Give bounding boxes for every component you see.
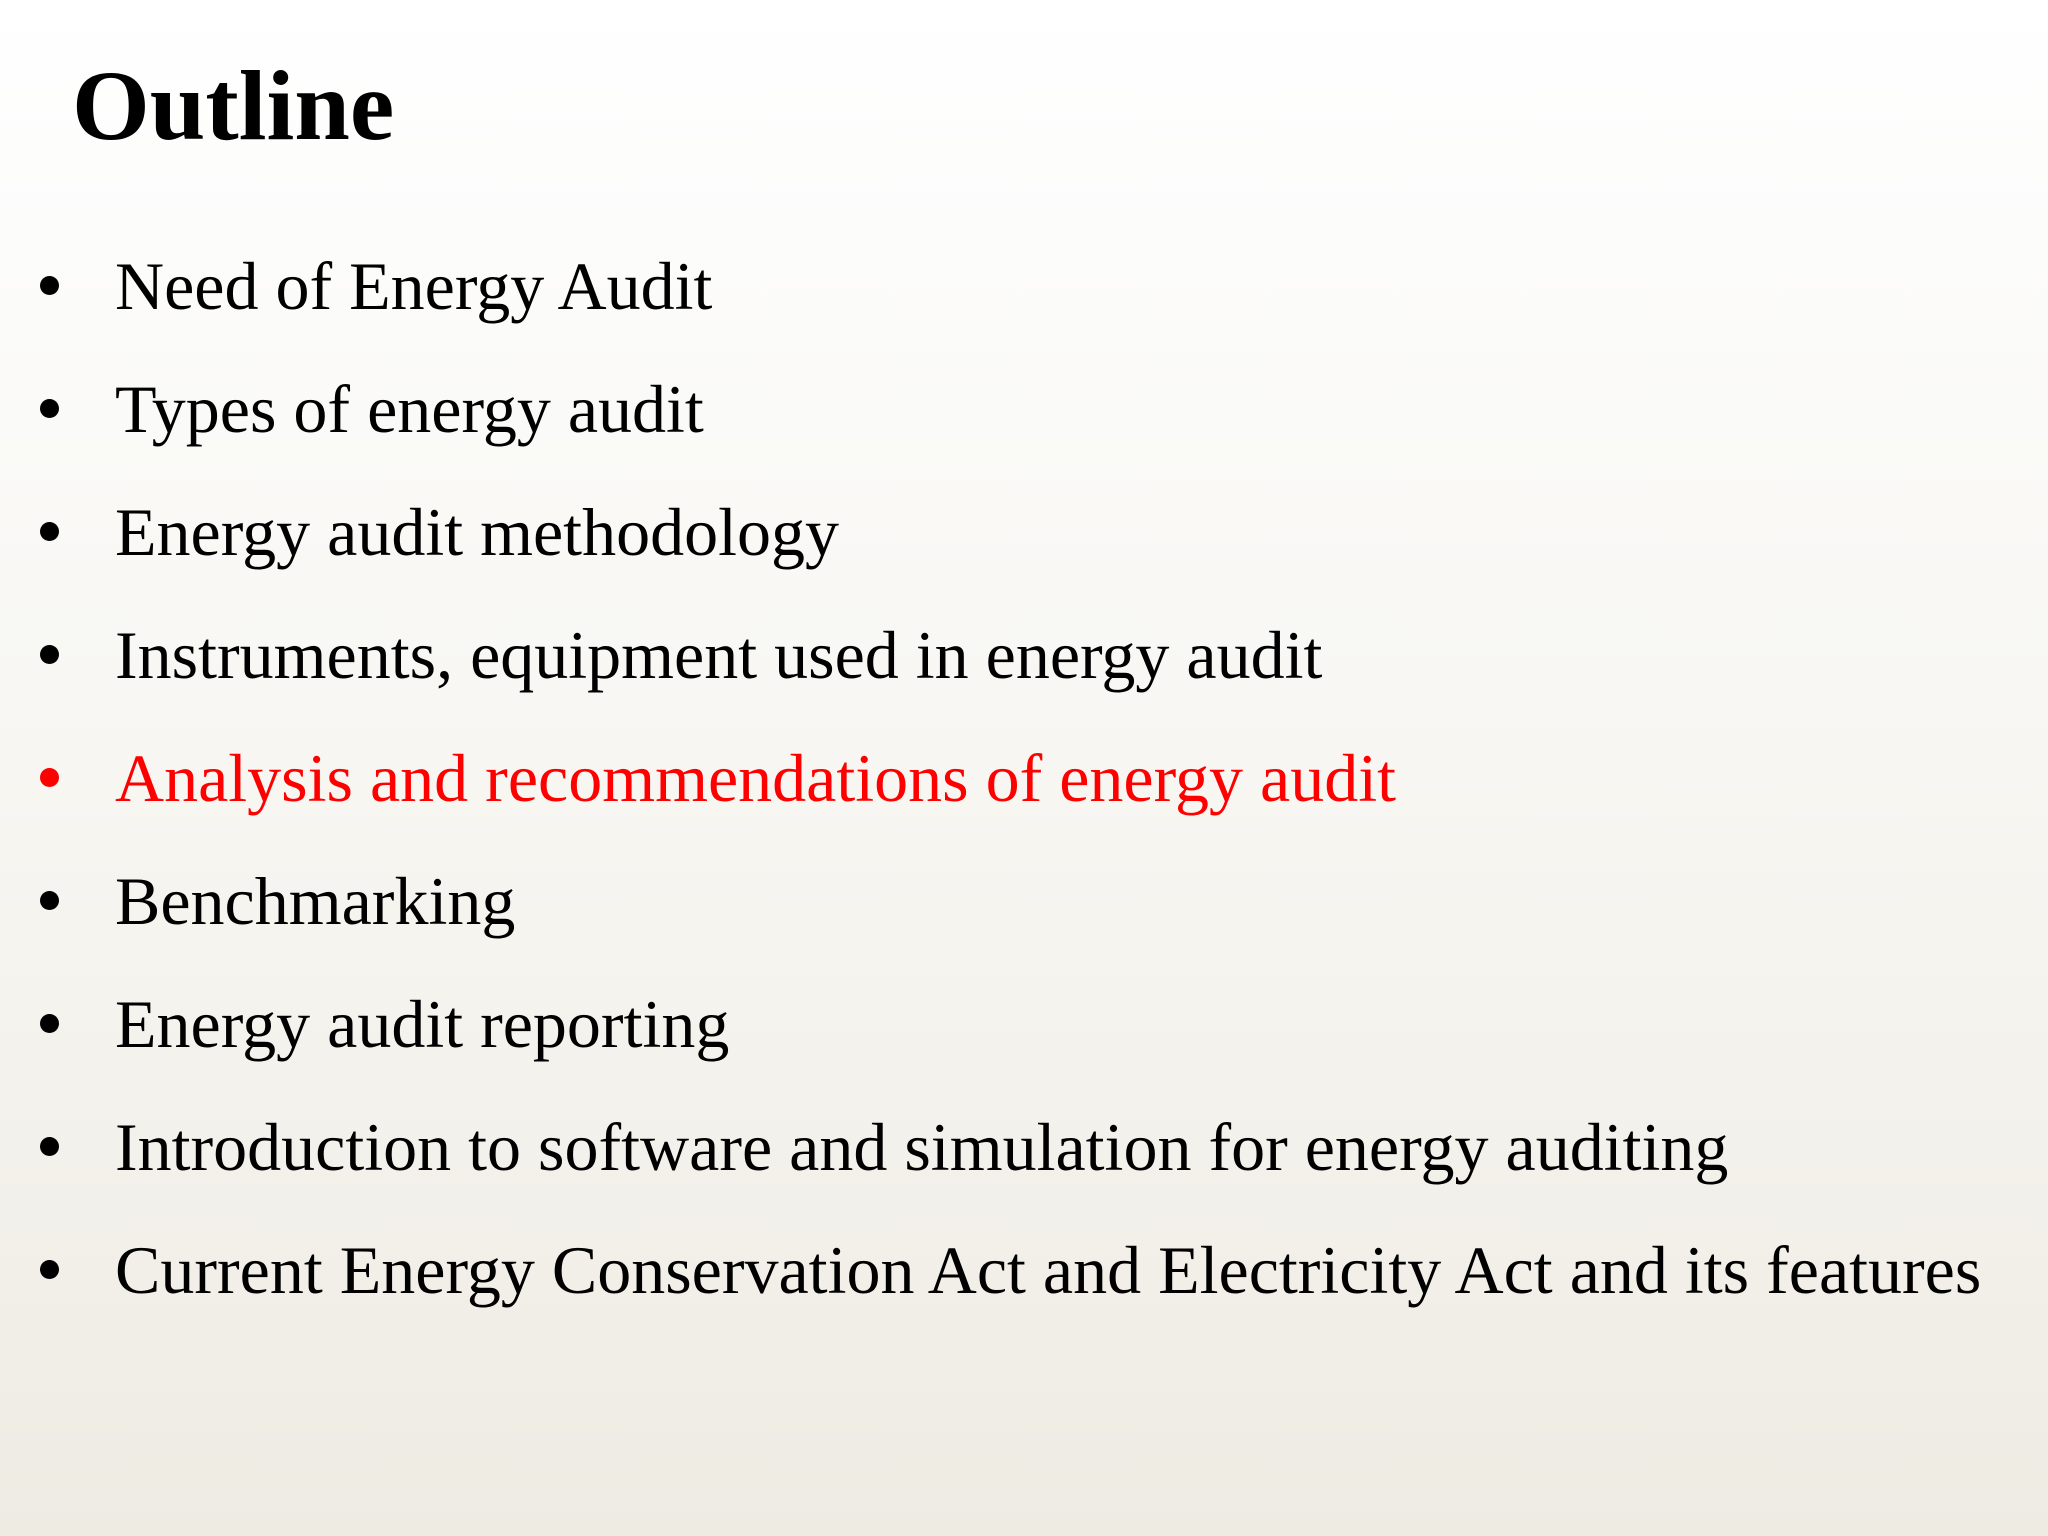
outline-item-text: Introduction to software and simulation for energy auditing <box>115 1109 1729 1185</box>
outline-item-text: Analysis and recommendations of energy audit <box>115 740 1396 816</box>
bullet-icon <box>40 1014 59 1033</box>
outline-item-text: Need of Energy Audit <box>115 248 713 324</box>
outline-item-text: Energy audit methodology <box>115 494 839 570</box>
bullet-icon <box>40 522 59 541</box>
bullet-icon <box>40 891 59 910</box>
slide-title: Outline <box>72 50 395 161</box>
outline-item-text: Instruments, equipment used in energy audit <box>115 617 1323 693</box>
outline-item-text: Current Energy Conservation Act and Electricity Act and its features <box>115 1232 1982 1308</box>
bullet-icon <box>40 1137 59 1156</box>
bullet-icon <box>40 276 59 295</box>
bullet-icon <box>40 768 59 787</box>
bullet-icon <box>40 645 59 664</box>
bullet-icon <box>40 399 59 418</box>
outline-item-text: Benchmarking <box>115 863 516 939</box>
outline-item-text: Energy audit reporting <box>115 986 730 1062</box>
bullet-icon <box>40 1260 59 1279</box>
outline-item-text: Types of energy audit <box>115 371 704 447</box>
